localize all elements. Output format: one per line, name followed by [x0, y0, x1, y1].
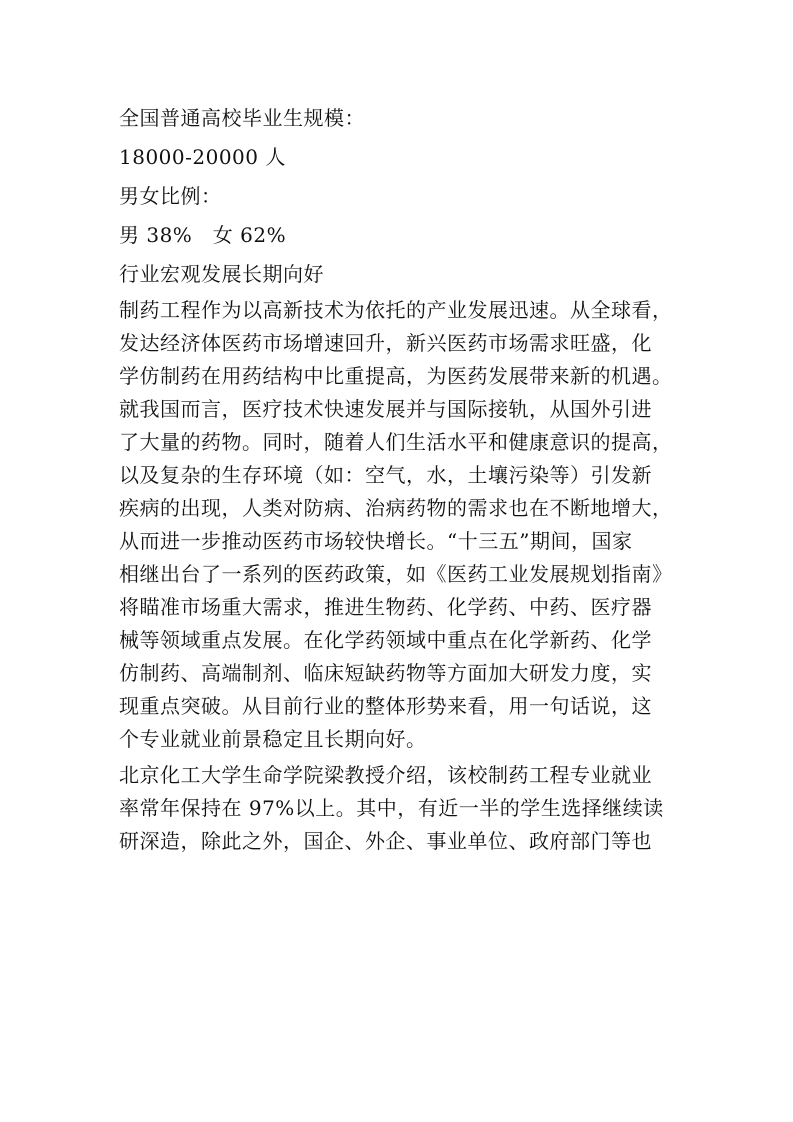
document-body: [119, 102, 689, 858]
paragraph-line: 现重点突破。从目前行业的整体形势来看，用一句话说，这: [119, 694, 652, 718]
paragraph-line: 制药工程作为以高新技术为依托的产业发展迅速。从全球看，: [119, 298, 673, 322]
paragraph-employment: [119, 759, 689, 858]
paragraph-line: 就我国而言，医疗技术快速发展并与国际接轨，从国外引进: [119, 397, 652, 421]
paragraph-line: 疾病的出现，人类对防病、治病药物的需求也在不断地增大，: [119, 496, 673, 520]
paragraph-line: 械等领域重点发展。在化学药领域中重点在化学新药、化学: [119, 628, 652, 652]
paragraph-line: 从而进一步推动医药市场较快增长。“十三五”期间，国家: [119, 529, 633, 553]
section-heading-industry: 行业宏观发展长期向好: [119, 262, 324, 286]
paragraph-line: 以及复杂的生存环境（如：空气，水，土壤污染等）引发新: [119, 463, 652, 487]
paragraph-line: 率常年保持在 97%以上。其中，有近一半的学生选择继续读: [119, 796, 664, 820]
graduate-scale-value: 18000-20000 人: [119, 145, 286, 169]
paragraph-line: 相继出台了一系列的医药政策，如《医药工业发展规划指南》: [119, 562, 673, 586]
paragraph-line: 北京化工大学生命学院梁教授介绍，该校制药工程专业就业: [119, 763, 652, 787]
paragraph-line: 学仿制药在用药结构中比重提高，为医药发展带来新的机遇。: [119, 364, 673, 388]
paragraph-line: 研深造，除此之外，国企、外企、事业单位、政府部门等也: [119, 829, 652, 853]
paragraph-line: 了大量的药物。同时，随着人们生活水平和健康意识的提高，: [119, 430, 673, 454]
paragraph-line: 仿制药、高端制剂、临床短缺药物等方面加大研发力度，实: [119, 661, 652, 685]
paragraph-line: 将瞄准市场重大需求，推进生物药、化学药、中药、医疗器: [119, 595, 652, 619]
gender-ratio-value: 男 38% 女 62%: [119, 223, 287, 247]
paragraph-line: 发达经济体医药市场增速回升，新兴医药市场需求旺盛，化: [119, 331, 652, 355]
heading-gender-ratio: 男女比例：: [119, 184, 222, 208]
paragraph-line: 个专业就业前景稳定且长期向好。: [119, 727, 427, 751]
paragraph-industry: [119, 294, 689, 756]
heading-graduate-scale: 全国普通高校毕业生规模：: [119, 106, 365, 130]
